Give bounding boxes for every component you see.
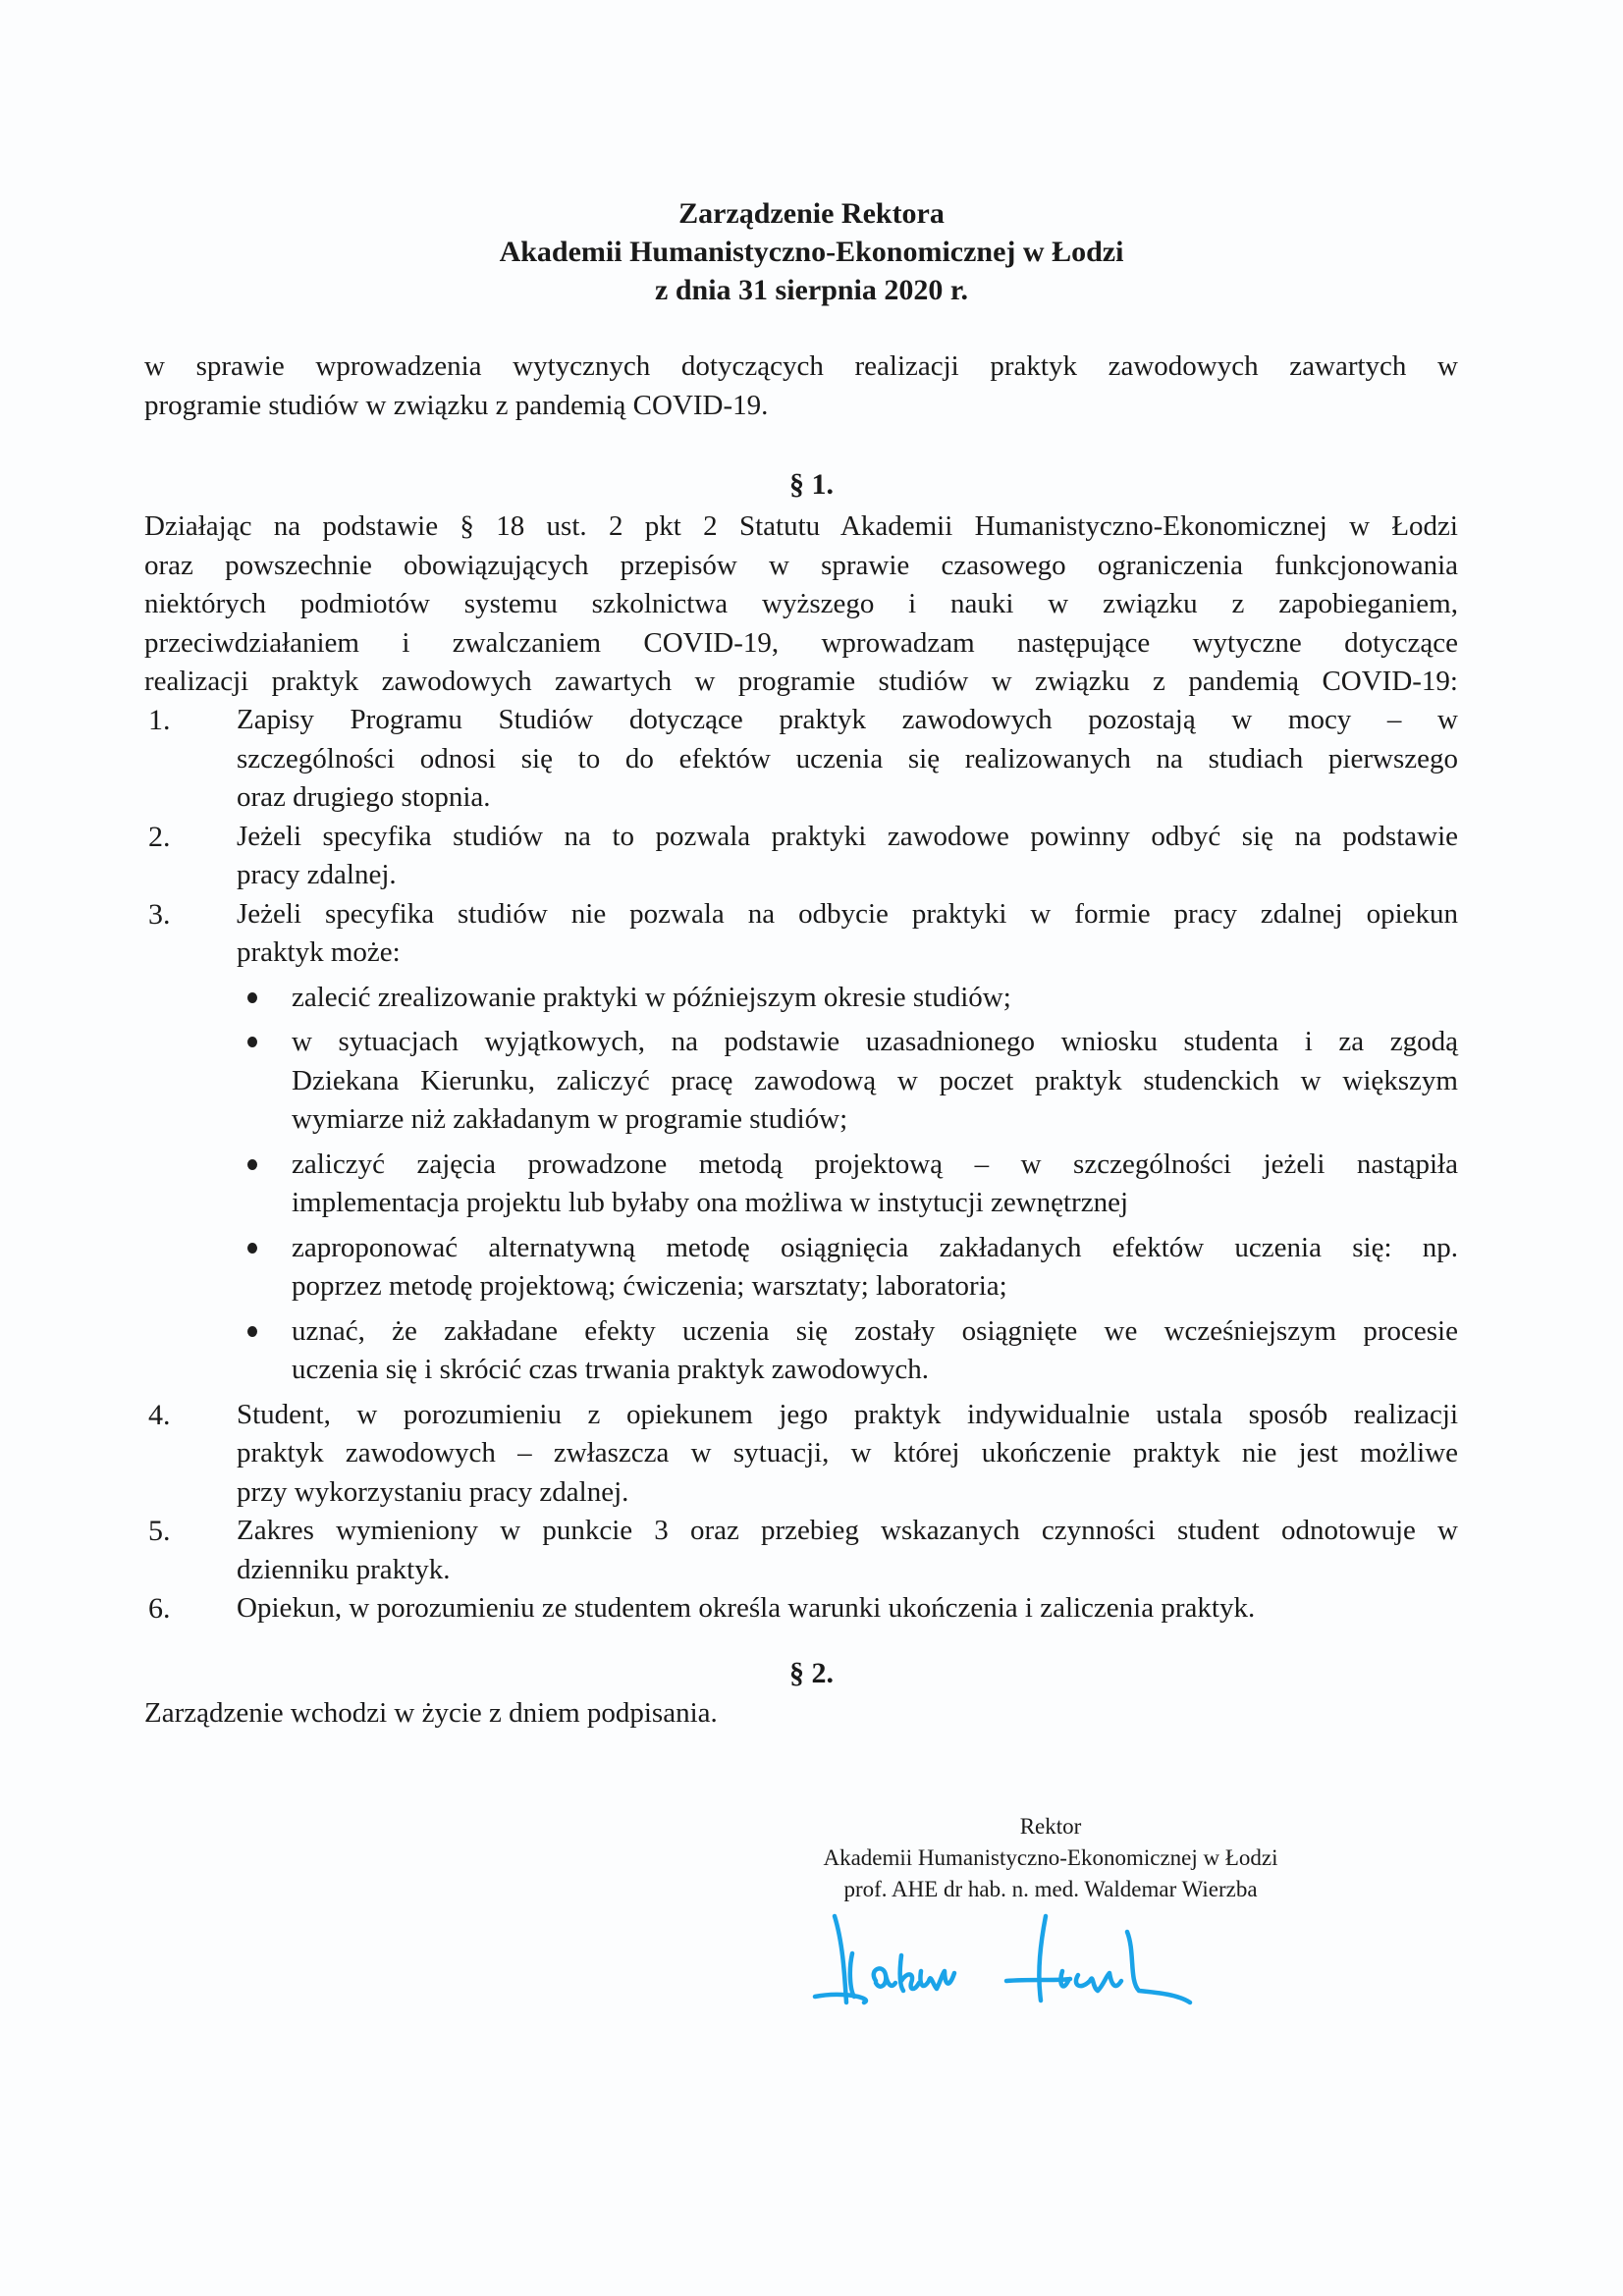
section-2-heading: § 2.: [789, 1657, 834, 1689]
paragraph-line: oraz powszechnie obowiązujących przepisów w sprawie czasowego ograniczenia funkcjonowania: [144, 549, 1458, 581]
list-item-line: Zapisy Programu Studiów dotyczące praktyk zawodowych pozostają w mocy – w: [237, 704, 1458, 735]
list-item-number: 1.: [148, 704, 171, 736]
paragraph-line: Działając na podstawie § 18 ust. 2 pkt 2 Statutu Akademii Humanistyczno-Ekonomicznej w Łodzi: [144, 510, 1458, 542]
list-item-5: [144, 1512, 1458, 1589]
bullet-line: poprzez metodę projektową; ćwiczenia; warsztaty; laboratoria;: [292, 1270, 1007, 1302]
bullet-icon: [247, 1243, 257, 1254]
list-item-line: Student, w porozumieniu z opiekunem jego praktyk indywidualnie ustala sposób realizacji: [237, 1398, 1458, 1430]
signatory-institution: Akademii Humanistyczno-Ekonomicznej w Łodzi: [823, 1845, 1278, 1870]
subject-line-1: w sprawie wprowadzenia wytycznych dotyczących realizacji praktyk zawodowych zawartych w: [144, 350, 1458, 382]
section-2-paragraph: [144, 1694, 1458, 1734]
bullet-line: uczenia się i skrócić czas trwania praktyk zawodowych.: [292, 1354, 930, 1385]
title-line-1: Zarządzenie Rektora: [678, 197, 945, 230]
bullet-icon: [247, 1159, 257, 1170]
list-item-line: Jeżeli specyfika studiów nie pozwala na odbycie praktyki w formie pracy zdalnej opiekun: [237, 897, 1458, 930]
signature-stroke: [920, 1971, 954, 1989]
list-item-number: 3.: [148, 897, 171, 931]
bullet-item: [237, 1229, 1458, 1307]
paragraph-line: realizacji praktyk zawodowych zawartych w programie studiów w związku z pandemią COVID-19:: [144, 666, 1458, 697]
list-item-line: Opiekun, w porozumieniu ze studentem określa warunki ukończenia i zaliczenia praktyk.: [237, 1592, 1256, 1624]
list-item-line: szczególności odnosi się to do efektów uczenia się realizowanych na studiach pierwszego: [237, 742, 1458, 774]
bullet-list: [237, 979, 1458, 1390]
list-item-line: oraz drugiego stopnia.: [237, 781, 491, 813]
list-item-2: [144, 818, 1458, 895]
bullet-icon: [247, 1037, 257, 1047]
bullet-item: [237, 1023, 1458, 1140]
bullet-line: w sytuacjach wyjątkowych, na podstawie uzasadnionego wniosku studenta i za zgodą: [292, 1026, 1458, 1057]
list-item-1: [144, 701, 1458, 818]
signature-stroke: [900, 1955, 919, 1991]
signature-stroke: [1127, 1932, 1190, 2002]
section-2-text: Zarządzenie wchodzi w życie z dniem podpisania.: [144, 1697, 718, 1729]
bullet-item: [237, 979, 1458, 1018]
list-item-6: [144, 1589, 1458, 1629]
bullet-icon: [247, 1326, 257, 1337]
bullet-item: [237, 1312, 1458, 1390]
paragraph-line: niektórych podmiotów systemu szkolnictwa wyższego i nauki w związku z zapobieganiem,: [144, 588, 1458, 619]
bullet-line: Dziekana Kierunku, zaliczyć pracę zawodową w poczet praktyk studenckich w większym: [292, 1064, 1458, 1096]
list-item-number: 2.: [148, 820, 171, 853]
bullet-item: [237, 1146, 1458, 1223]
list-item-line: Jeżeli specyfika studiów na to pozwala praktyki zawodowe powinny odbyć się na podstawie: [237, 820, 1458, 852]
handwritten-signature: [805, 1912, 1276, 2010]
signature-stroke: [850, 1953, 854, 1997]
bullet-line: zaproponować alternatywną metodę osiągnięcia zakładanych efektów uczenia się: np.: [292, 1231, 1458, 1263]
list-item-line: praktyk może:: [237, 936, 401, 968]
signature-stroke: [1039, 1916, 1046, 2001]
bullet-icon: [247, 992, 257, 1003]
list-item-3: [144, 895, 1458, 1390]
signature-stroke: [874, 1968, 895, 1986]
signature-stroke: [815, 1995, 866, 2002]
document-title: [0, 194, 1623, 309]
signature-stroke: [1076, 1973, 1121, 1991]
subject-paragraph: [144, 347, 1458, 425]
guidelines-list: [144, 701, 1458, 1629]
bullet-line: zalecić zrealizowanie praktyki w późniejszym okresie studiów;: [292, 981, 1011, 1013]
signatory-title: Rektor: [1019, 1814, 1082, 1839]
signature-block: [746, 1811, 1355, 1905]
signature-stroke: [835, 1916, 846, 2002]
bullet-line: zaliczyć zajęcia prowadzone metodą projektową – w szczególności jeżeli nastąpiła: [292, 1148, 1458, 1180]
signatory-name: prof. AHE dr hab. n. med. Waldemar Wierzba: [843, 1877, 1258, 1901]
list-item-line: dzienniku praktyk.: [237, 1553, 451, 1585]
list-item-line: Zakres wymieniony w punkcie 3 oraz przebieg wskazanych czynności student odnotowuje w: [237, 1515, 1458, 1546]
list-item-line: przy wykorzystaniu pracy zdalnej.: [237, 1475, 629, 1508]
subject-line-2: programie studiów w związku z pandemią COVID-19.: [144, 389, 769, 421]
title-line-2: Akademii Humanistyczno-Ekonomicznej w Łodzi: [499, 236, 1124, 268]
list-item-line: pracy zdalnej.: [237, 859, 397, 890]
title-line-3: z dnia 31 sierpnia 2020 r.: [655, 274, 968, 306]
section-1-heading: § 1.: [789, 468, 834, 501]
list-item-number: 4.: [148, 1398, 171, 1431]
bullet-line: uznać, że zakładane efekty uczenia się zostały osiągnięte we wcześniejszym procesie: [292, 1314, 1458, 1347]
bullet-line: wymiarze niż zakładanym w programie studiów;: [292, 1103, 848, 1135]
section-1-paragraph: [144, 507, 1458, 702]
list-item-number: 5.: [148, 1515, 171, 1547]
bullet-line: implementacja projektu lub byłaby ona możliwa w instytucji zewnętrznej: [292, 1187, 1129, 1218]
list-item-number: 6.: [148, 1592, 171, 1625]
list-item-4: [144, 1396, 1458, 1513]
list-item-line: praktyk zawodowych – zwłaszcza w sytuacji, w której ukończenie praktyk nie jest możliwe: [237, 1437, 1458, 1468]
paragraph-line: przeciwdziałaniem i zwalczaniem COVID-19, wprowadzam następujące wytyczne dotyczące: [144, 626, 1458, 659]
